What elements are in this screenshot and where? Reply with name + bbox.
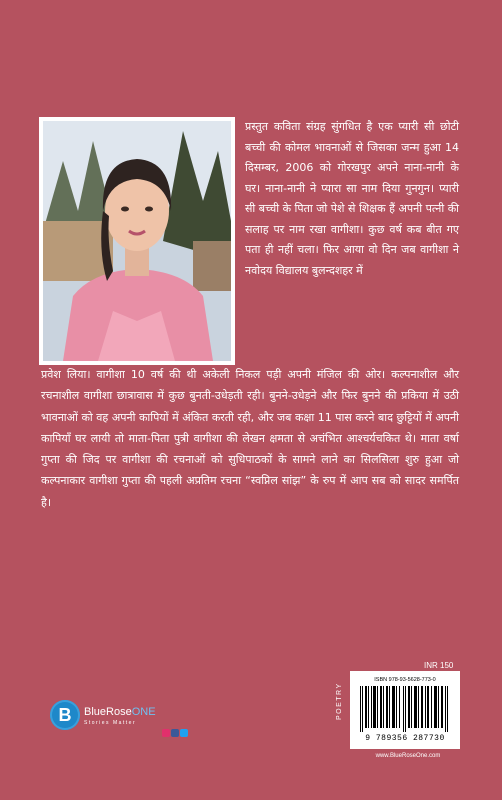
publisher-name-main: BlueRose [84, 706, 132, 718]
isbn-label: ISBN 978-93-5628-773-0 [374, 677, 436, 683]
facebook-icon [171, 729, 179, 737]
social-icons [162, 729, 188, 737]
price-label: INR 150 [424, 661, 454, 670]
author-photo [39, 117, 235, 365]
publisher-name [84, 706, 156, 718]
barcode-panel [350, 671, 460, 749]
barcode-icon [360, 686, 450, 732]
blurb-wide-text: प्रवेश लिया। वागीशा 10 वर्ष की थी अकेली निकल पड़ी अपनी मंजिल की ओर। कल्पनाशील और रचनाशील वागीशा छात्रावास में कुछ बुनती-उधेड़ती रही। बुनने-उधेड़ने और फिर बुनने की प्रकिया में उठी भावनाओं को वह अपनी कापियों में अंकित करती रही, और जब कक्षा 11 पास करने बाद छुट्टियों में अपनी कापियाँ घर लायी तो माता-पिता पुत्री वागीशा की लेखन क्षमता से अचंभित आश्चर्यचकित थे। माता वर्षा गुप्ता की जिद पर वागीशा की रचनाओं को सुधिपाठकों के सामने लाने का सिलसिला शुरु हुआ जो कल्पनाकार वागीशा गुप्ता की पहली अप्रतिम रचना “स्वप्निल सांझ” के रुप में आप सब को सादर समर्पित है। [41, 368, 459, 509]
publisher-logo [50, 700, 200, 740]
twitter-icon [180, 729, 188, 737]
isbn-digits: 9 789356 287730 [365, 734, 445, 743]
logo-letter: B [58, 705, 72, 725]
instagram-icon [162, 729, 170, 737]
blurb-column-text: प्रस्तुत कविता संग्रह सुंगधित है एक प्यारी सी छोटी बच्ची की कोमल भावनाओं से जिसका जन्म हुआ 14 दिसम्बर, 2006 को गोरखपुर अपने नाना-नानी के घर। नाना-नानी ने प्यारा सा नाम दिया गुनगुन। प्यारी सी बच्ची के पिता जो पेशे से शिक्षक हैं अपनी पत्नी की सलाह पर नाम रखा वागीशा। कुछ वर्ष कब बीत गए पता ही नहीं चला। फिर आया वो दिन जब वागीशा ने नवोदय विद्यालय बुलन्दशहर में [245, 120, 459, 277]
publisher-name-accent: ONE [131, 706, 156, 718]
website-url: www.BlueRoseOne.com [375, 753, 441, 759]
publisher-tagline: Stories Matter [84, 720, 137, 726]
genre-label: POETRY [336, 682, 343, 720]
